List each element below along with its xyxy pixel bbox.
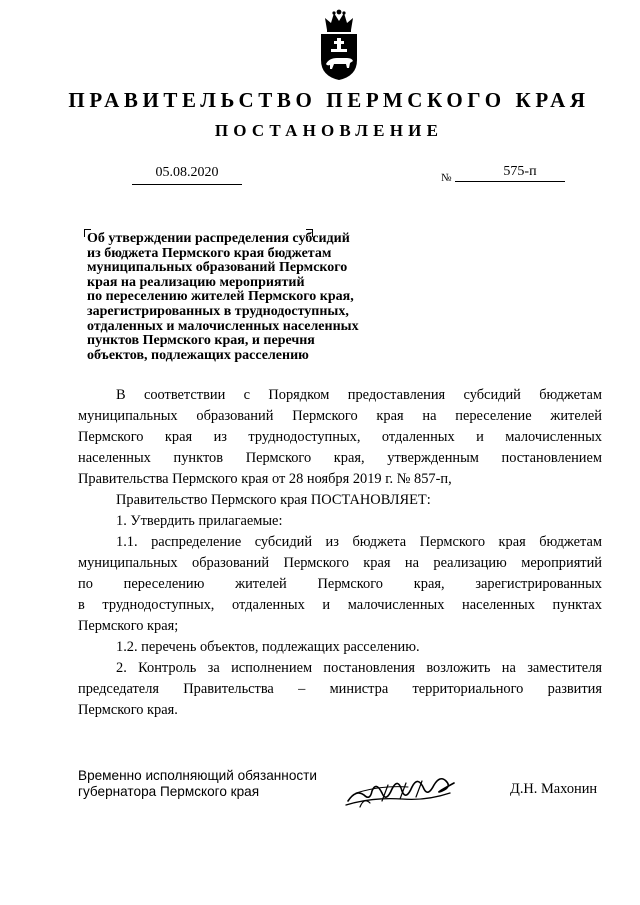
resolves-paragraph: Правительство Пермского края ПОСТАНОВЛЯЕТ: [116,492,431,508]
subject-line: зарегистрированных в труднодоступных, [87,303,349,319]
text-line: Пермского края из труднодоступных, отдаленных и малочисленных [78,429,602,445]
text-line: Пермского края; [78,618,179,634]
subject-line: объектов, подлежащих расселению [87,347,309,363]
subject-line: края на реализацию мероприятий [87,274,305,290]
number-sign: № [441,172,452,184]
document-number: 575-п [455,164,565,182]
document-type: ПОСТАНОВЛЕНИЕ [214,121,444,140]
text-line: 1.1. распределение субсидий из бюджета Пермского края бюджетам [116,534,602,550]
subject-line: Об утверждении распределения субсидий [87,231,350,246]
text-line: населенных пунктов Пермского края, утвержденным постановлением [78,450,602,466]
item-1-1 [78,532,602,637]
organization-title: ПРАВИТЕЛЬСТВО ПЕРМСКОГО КРАЯ [68,88,590,112]
text-line: муниципальных образований Пермского края на реализацию мероприятий [78,555,602,571]
signer-position [78,768,317,800]
signer-position-line: Временно исполняющий обязанности [78,768,317,783]
text-line: 2. Контроль за исполнением постановления возложить на заместителя [116,660,602,676]
coat-of-arms-icon [317,8,361,82]
signer-position-line: губернатора Пермского края [78,784,260,799]
preamble-paragraph [78,385,602,490]
text-line: в труднодоступных, отдаленных и малочисленных населенных пунктах [78,597,602,613]
text-line: председателя Правительства – министра территориального развития [78,681,602,697]
subject-line: отдаленных и малочисленных населенных [87,318,359,334]
document-body [78,385,602,721]
signer-name: Д.Н. Махонин [510,781,598,797]
subject-line: из бюджета Пермского края бюджетам [87,245,332,261]
text-line: В соответствии с Порядком предоставления субсидий бюджетам [116,387,602,403]
subject-line: муниципальных образований Пермского [87,260,348,276]
subject-line: по переселению жителей Пермского края, [87,289,354,305]
item-1-2: 1.2. перечень объектов, подлежащих расселению. [116,639,420,655]
text-line: Правительства Пермского края от 28 ноября 2019 г. № 857-п, [78,471,452,487]
handwritten-signature-icon [342,771,460,811]
subject-line: пунктов Пермского края, и перечня [87,333,315,349]
item-2 [78,658,602,721]
text-line: по переселению жителей Пермского края, зарегистрированных [78,576,602,592]
document-date: 05.08.2020 [132,165,242,185]
document-subject [87,232,387,363]
text-line: Пермского края. [78,702,178,718]
text-line: муниципальных образований Пермского края на переселение жителей [78,408,602,424]
item-1: 1. Утвердить прилагаемые: [116,513,283,529]
